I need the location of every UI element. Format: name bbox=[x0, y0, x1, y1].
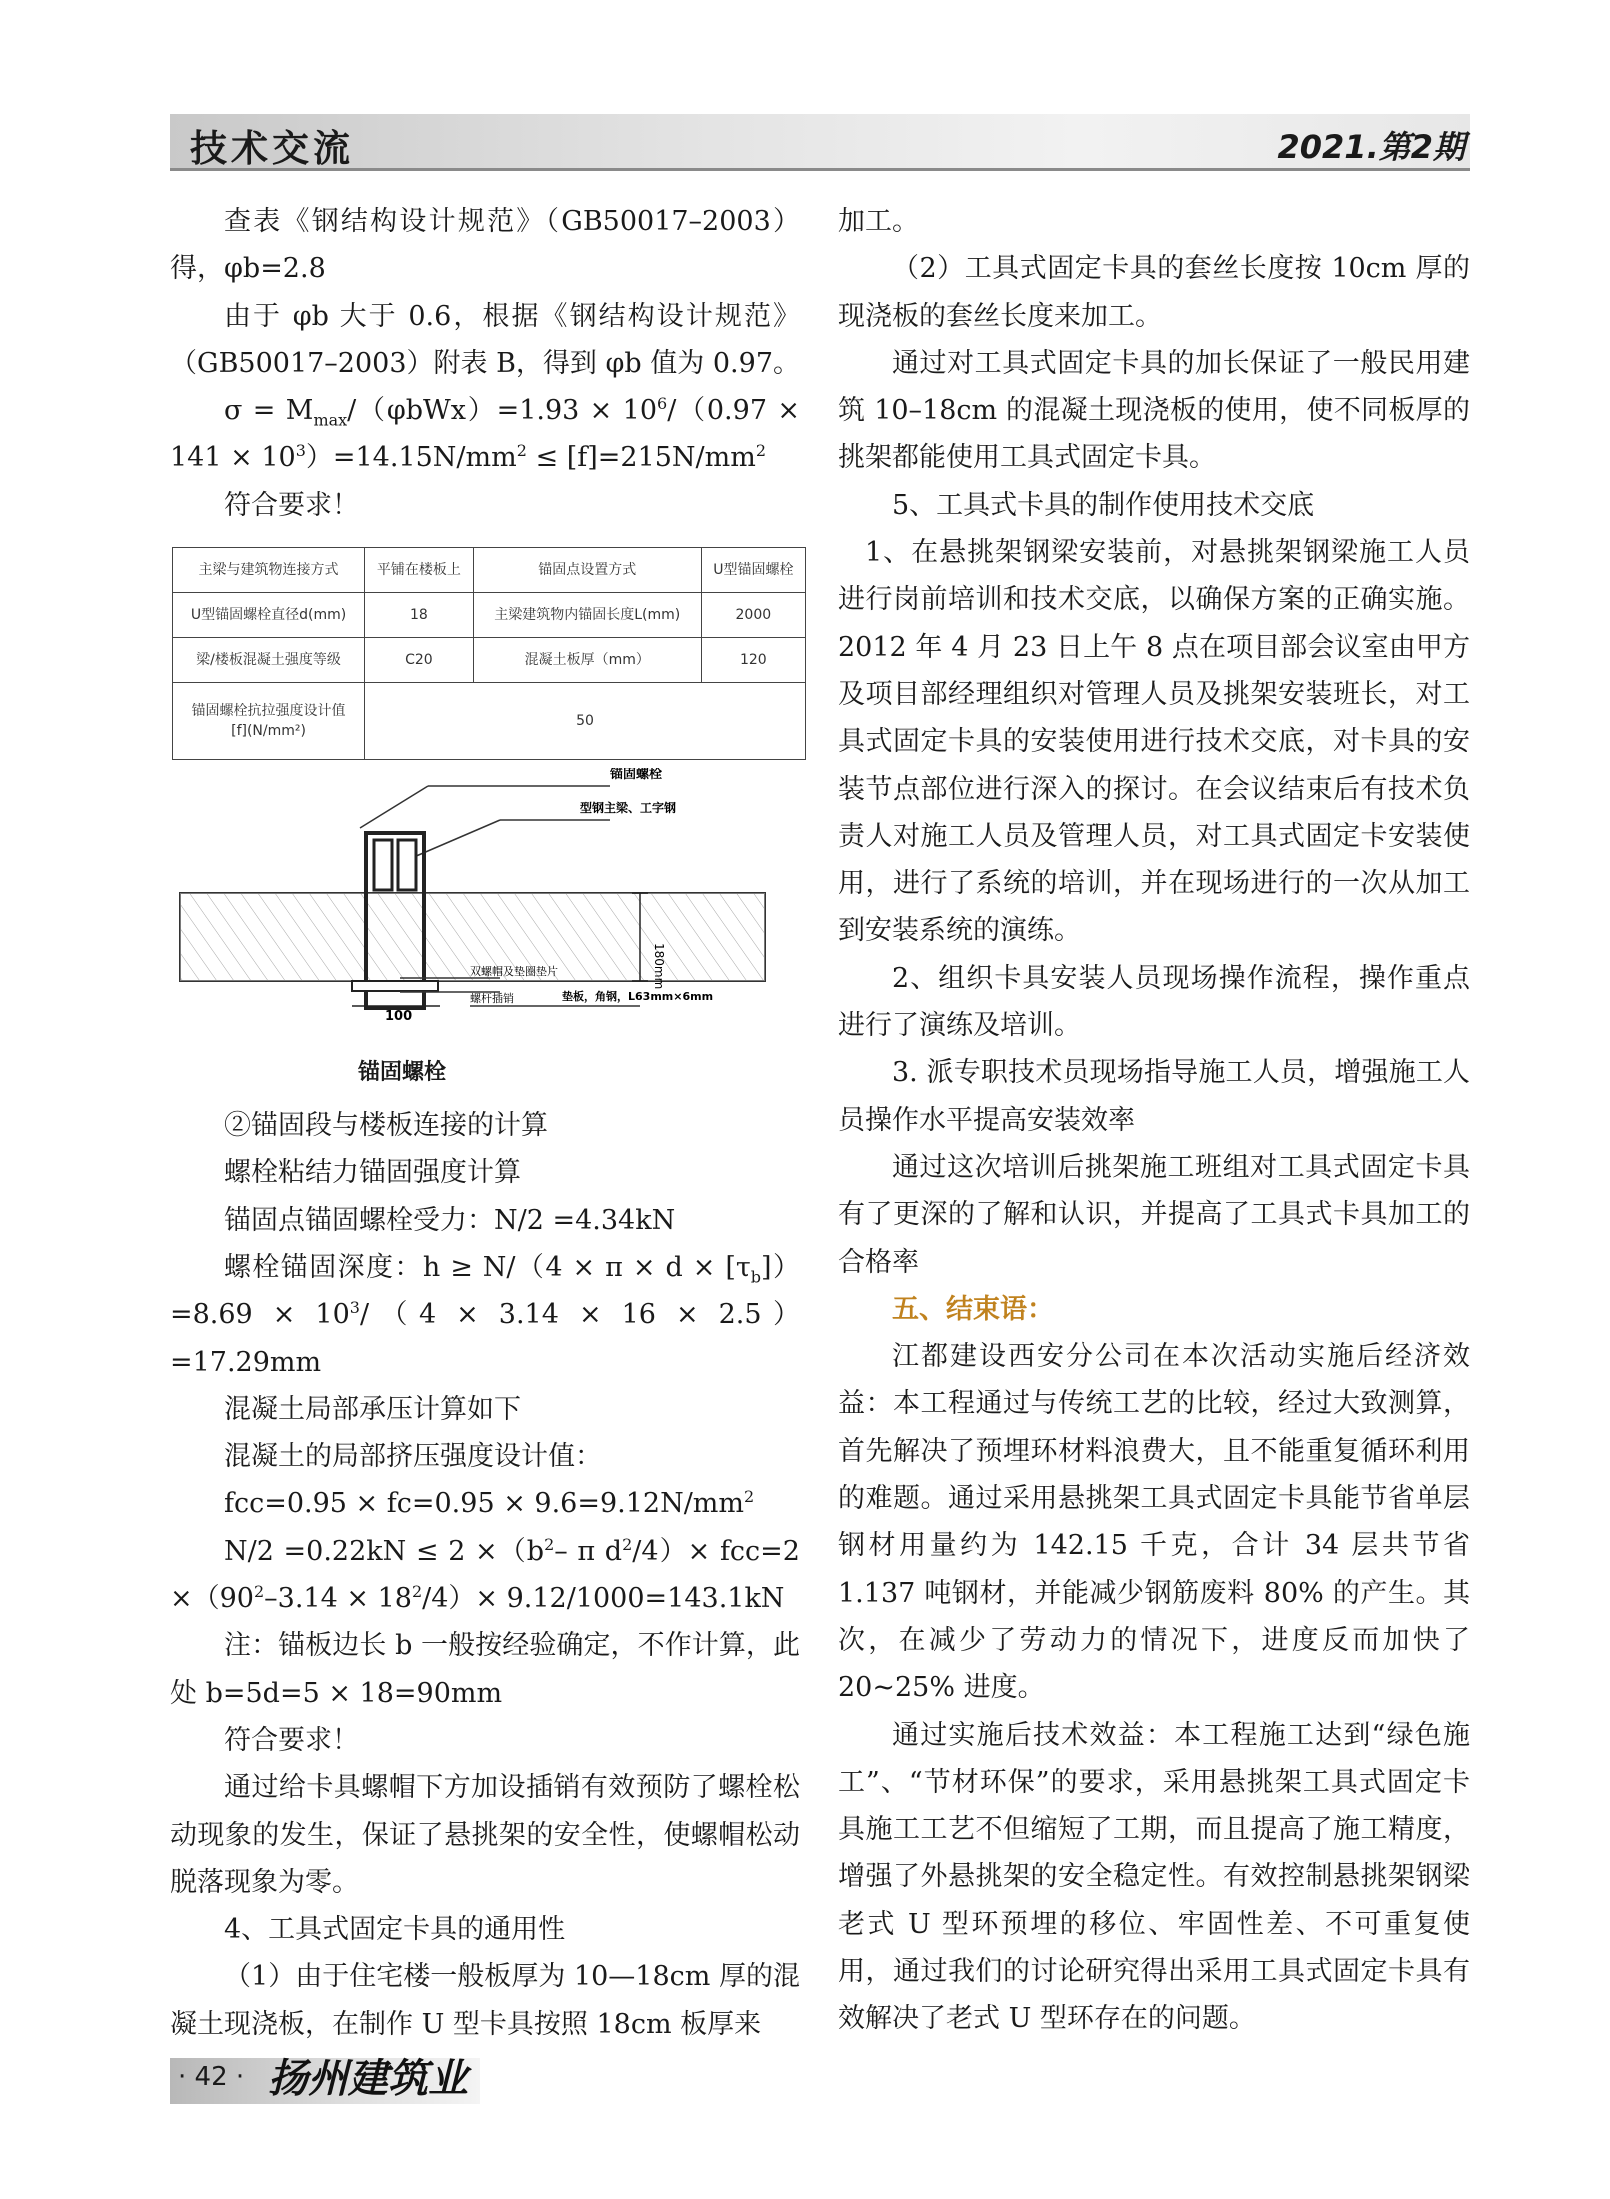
paragraph: 通过给卡具螺帽下方加设插销有效预防了螺栓松动现象的发生，保证了悬挑架的安全性，使螺帽松动脱落现象为零。 bbox=[170, 1772, 800, 1898]
dim-label: 180mm bbox=[652, 943, 666, 990]
journal-logo bbox=[264, 2046, 474, 2108]
table-row bbox=[173, 548, 806, 593]
paragraph: 4、工具式固定卡具的通用性 bbox=[224, 1914, 566, 1946]
table-row bbox=[173, 593, 806, 638]
table-cell: 锚固螺栓抗拉强度设计值 [f](N/mm²) bbox=[173, 683, 365, 760]
paragraph: 由于 φb 大于 0.6，根据《钢结构设计规范》（GB50017–2003）附表 B，得到 φb 值为 0.97。 bbox=[170, 300, 800, 379]
formula-depth: 螺栓锚固深度：$h \ge N/(4 \times \pi \times d \times [\tau_b])=8.69 \times 10^3/(4 \times 3.14 \times 16 \times 2.5)=17.29mm$ bbox=[170, 1251, 800, 1378]
paragraph: 5、工具式卡具的制作使用技术交底 bbox=[892, 489, 1315, 521]
paragraph: 符合要求！ bbox=[224, 1724, 359, 1756]
table-cell: U型锚固螺栓 bbox=[701, 548, 805, 593]
beam-label: 型钢主梁、工字钢 bbox=[580, 801, 677, 816]
paragraph: 螺栓粘结力锚固强度计算 bbox=[224, 1157, 521, 1189]
table-row bbox=[173, 638, 806, 683]
table-cell: 平铺在楼板上 bbox=[365, 548, 474, 593]
anchor-bolt-diagram bbox=[170, 768, 804, 1056]
table-row bbox=[173, 683, 806, 760]
formula-fcc: $fcc=0.95 \times fc=0.95 \times 9.6=9.12N/mm^2$ bbox=[224, 1487, 755, 1520]
paragraph: 通过对工具式固定卡具的加长保证了一般民用建筑 10–18cm 的混凝土现浇板的使用，使不同板厚的挑架都能使用工具式固定卡具。 bbox=[838, 347, 1470, 474]
page-number: · 42 · bbox=[178, 2062, 245, 2092]
paragraph: ②锚固段与楼板连接的计算 bbox=[224, 1110, 548, 1142]
paragraph: 3. 派专职技术员现场指导施工人员，增强施工人员操作水平提高安装效率 bbox=[838, 1057, 1470, 1136]
issue-label: 2021.第2期 bbox=[1277, 128, 1465, 166]
header-band bbox=[170, 114, 1470, 168]
paragraph: （1）由于住宅楼一般板厚为 10—18cm 厚的混凝土现浇板，在制作 U 型卡具按照 18cm 板厚来 bbox=[170, 1961, 800, 2040]
table-cell: 主梁与建筑物连接方式 bbox=[173, 548, 365, 593]
paragraph: 锚固点锚固螺栓受力：N/2 =4.34kN bbox=[224, 1204, 676, 1236]
section-heading: 五、结束语： bbox=[892, 1293, 1054, 1325]
paragraph: 查表《钢结构设计规范》（GB50017–2003）得，φb=2.8 bbox=[170, 206, 800, 285]
formula-bearing: $N/2 =0.22kN \le 2 \times(b^2-$ π $d^2/4)\times fcc=2 \times(90^2-3.14 \times 18^2/4)\times 9.12/1000=143.1kN$ bbox=[170, 1534, 800, 1615]
left-column bbox=[170, 198, 800, 2048]
pin-label: 螺杆插销 bbox=[470, 992, 514, 1006]
table-cell: 混凝土板厚（mm） bbox=[473, 638, 701, 683]
parameter-table bbox=[172, 547, 806, 760]
right-column bbox=[838, 198, 1470, 2043]
paragraph: 江都建设西安分公司在本次活动实施后经济效益：本工程通过与传统工艺的比较，经过大致测算，首先解决了预埋环材料浪费大，且不能重复循环利用的难题。通过采用悬挑架工具式固定卡具能节省单层钢材用量约为 142.15 千克，合计 34 层共节省 1.137 吨钢材，并能减少钢筋废料 80% 的产生。其次，在减少了劳动力的情况下，进度反而加快了 20~25% 进度。 bbox=[838, 1341, 1470, 1704]
paragraph: 1、在悬挑架钢梁安装前，对悬挑架钢梁施工人员进行岗前培训和技术交底，以确保方案的正确实施。2012 年 4 月 23 日上午 8 点在项目部会议室由甲方及项目部经理组织对管理人员及挑架安装班长，对工具式固定卡具的安装使用进行技术交底，对卡具的安装节点部位进行深入的探讨。在会议结束后有技术负责人对施工人员及管理人员，对工具式固定卡安装使用，进行了系统的培训，并在现场进行的一次从加工到安装系统的演练。 bbox=[838, 537, 1470, 947]
paragraph: 符合要求！ bbox=[224, 489, 359, 521]
paragraph: 2、组织卡具安装人员现场操作流程，操作重点进行了演练及培训。 bbox=[838, 962, 1470, 1042]
table-cell: 18 bbox=[365, 593, 474, 638]
table-cell: 120 bbox=[701, 638, 805, 683]
table-cell: 2000 bbox=[701, 593, 805, 638]
table-cell: 主梁建筑物内锚固长度L(mm) bbox=[473, 593, 701, 638]
paragraph: 混凝土的局部挤压强度设计值： bbox=[224, 1441, 602, 1473]
svg-text:扬州建筑业: 扬州建筑业 bbox=[268, 2055, 468, 2102]
width-label: 100 bbox=[385, 1009, 413, 1025]
formula-stress: $\sigma = M_{max}/(\varphi bWx)=1.93 \times 10^6/(0.97 \times 141 \times 10^3)=14.15N/mm^2 \le [f]=215N/mm^2$ bbox=[170, 394, 800, 474]
paragraph: 通过实施后技术效益：本工程施工达到“绿色施工”、“节材环保”的要求，采用悬挑架工具式固定卡具施工工艺不但缩短了工期，而且提高了施工精度，增强了外悬挑架的安全稳定性。有效控制悬挑架钢梁老式 U 型环预埋的移位、牢固性差、不可重复使用，通过我们的讨论研究得出采用工具式固定卡具有效解决了老式 U 型环存在的问题。 bbox=[838, 1719, 1470, 2035]
table-cell: 50 bbox=[365, 683, 806, 760]
paragraph: 加工。 bbox=[838, 206, 919, 237]
plate-label: 垫板，角钢，L63mm×6mm bbox=[562, 990, 714, 1004]
paragraph: 混凝土局部承压计算如下 bbox=[224, 1393, 521, 1425]
nut-label: 双螺帽及垫圈垫片 bbox=[470, 965, 558, 979]
bolt-label: 锚固螺栓 bbox=[610, 768, 663, 783]
paragraph: 注：锚板边长 b 一般按经验确定，不作计算，此处 b=5d=5 × 18=90mm bbox=[170, 1630, 800, 1709]
table-cell: C20 bbox=[365, 638, 474, 683]
table-cell: U型锚固螺栓直径d(mm) bbox=[173, 593, 365, 638]
paragraph: （2）工具式固定卡具的套丝长度按 10cm 厚的现浇板的套丝长度来加工。 bbox=[838, 253, 1470, 332]
table-cell: 锚固点设置方式 bbox=[473, 548, 701, 593]
table-cell: 梁/楼板混凝土强度等级 bbox=[173, 638, 365, 683]
paragraph: 通过这次培训后挑架施工班组对工具式固定卡具有了更深的了解和认识，并提高了工具式卡具加工的合格率 bbox=[838, 1151, 1470, 1278]
figure-caption: 锚固螺栓 bbox=[358, 1060, 447, 1086]
section-title: 技术交流 bbox=[190, 127, 354, 170]
header-rule bbox=[170, 168, 1470, 171]
